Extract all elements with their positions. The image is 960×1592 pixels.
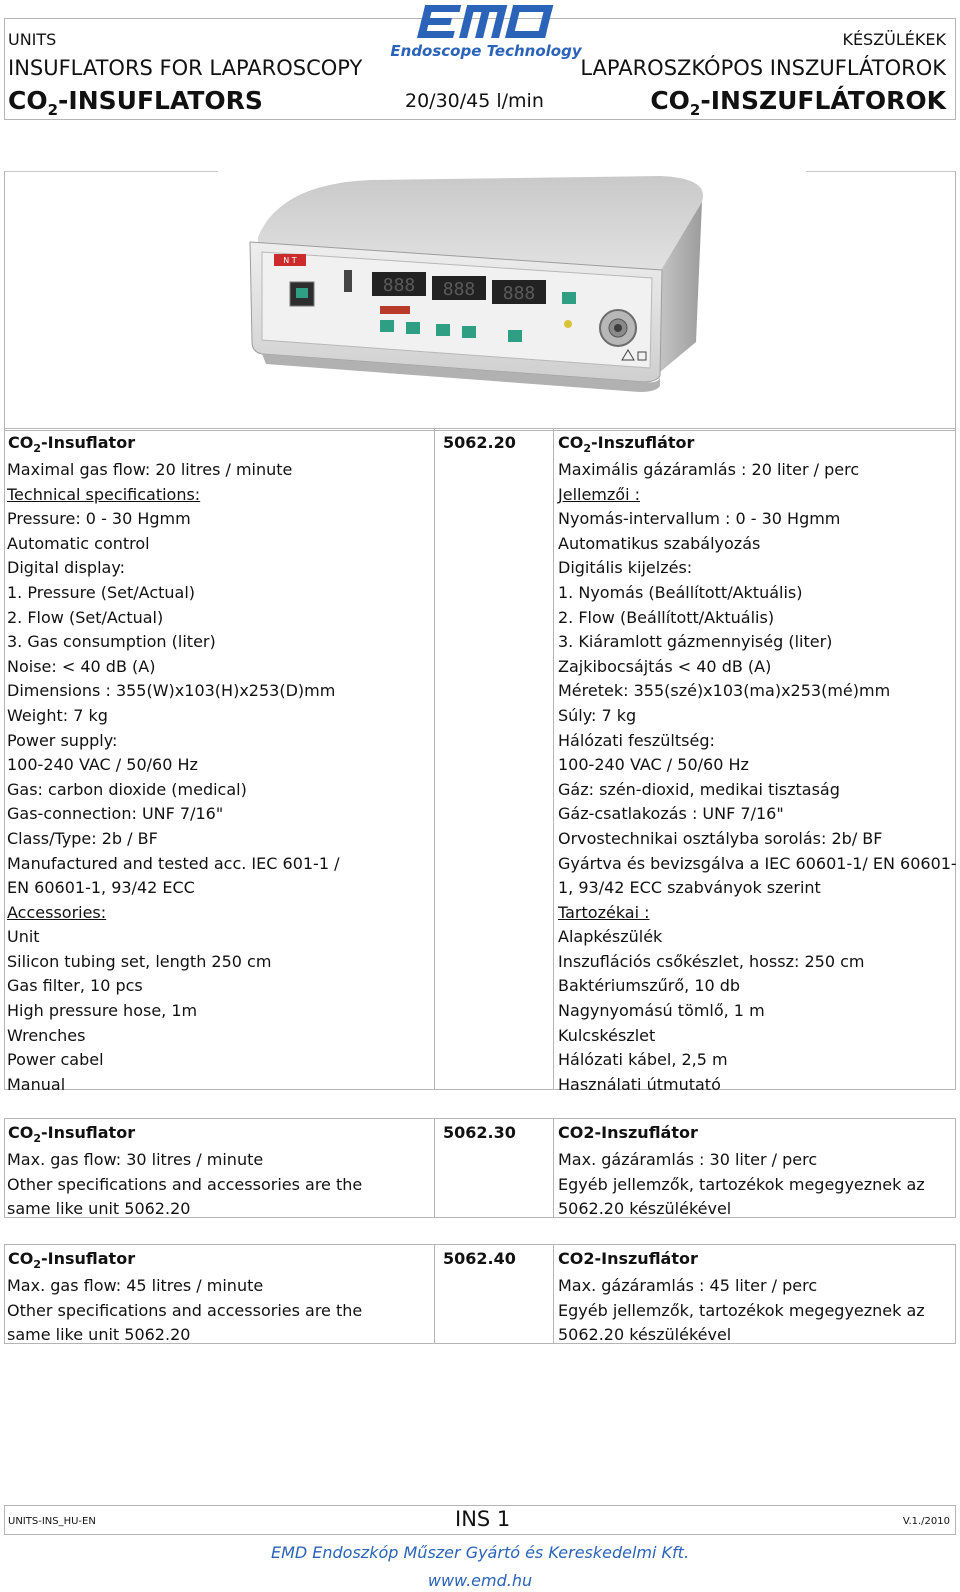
spec-line: 1. Pressure (Set/Actual) — [7, 582, 196, 602]
accessory-item: Unit — [7, 927, 40, 947]
accessory-item: Power cabel — [7, 1050, 104, 1070]
spec-line: Manufactured and tested acc. IEC 601-1 / — [7, 853, 340, 873]
footer-page-code: INS 1 — [455, 1507, 511, 1531]
spec-line: Gas: carbon dioxide (medical) — [7, 779, 247, 799]
spec-line: Gáz-csatlakozás : UNF 7/16" — [558, 804, 784, 824]
accessories-heading: Tartozékai : — [558, 902, 650, 922]
spec-line: Méretek: 355(szé)x103(ma)x253(mé)mm — [558, 681, 891, 701]
product-title-hu: CO2-Inszuflátor — [558, 1249, 698, 1268]
specs-hu-list — [558, 1148, 925, 1222]
accessory-item: Nagynyomású tömlő, 1 m — [558, 1001, 765, 1021]
accessory-item: Gas filter, 10 pcs — [7, 976, 143, 996]
specs-en-list — [7, 1148, 362, 1222]
column-divider — [434, 1244, 435, 1344]
header-category-en: UNITS — [8, 30, 57, 49]
spec-line: Hálózati feszültség: — [558, 730, 715, 750]
spec-line: Nyomás-intervallum : 0 - 30 Hgmm — [558, 509, 841, 529]
spec-line: 3. Kiáramlott gázmennyiség (liter) — [558, 632, 833, 652]
spec-line: Pressure: 0 - 30 Hgmm — [7, 509, 191, 529]
spec-line: Digitális kijelzés: — [558, 558, 693, 578]
accessory-item: Kulcskészlet — [558, 1025, 656, 1045]
emd-logo — [412, 2, 560, 42]
spec-line: Automatic control — [7, 533, 150, 553]
product-title-hu: $CO_2$-Inszuflátor — [558, 433, 695, 456]
specs-hu-list — [558, 1274, 925, 1348]
spec-line: Digital display: — [7, 558, 126, 578]
spec-line: Max. gázáramlás : 45 liter / perc — [558, 1276, 818, 1295]
spec-line: 5062.20 készülékével — [558, 1199, 732, 1219]
svg-text:888: 888 — [502, 283, 536, 304]
column-divider — [553, 428, 554, 1090]
specs-hu-list — [558, 458, 957, 1097]
spec-line: Max. gas flow: 45 litres / minute — [7, 1276, 264, 1295]
spec-line: Max. gas flow: 30 litres / minute — [7, 1150, 264, 1169]
specs-en-list — [7, 1274, 362, 1348]
accessories-heading: Accessories: — [7, 902, 107, 922]
accessory-item: Silicon tubing set, length 250 cm — [7, 951, 272, 971]
accessory-item: Wrenches — [7, 1025, 86, 1045]
spec-line: Egyéb jellemzők, tartozékok megegyeznek az — [558, 1174, 925, 1194]
product-code: 5062.20 — [443, 433, 516, 452]
spec-line: 2. Flow (Set/Actual) — [7, 607, 164, 627]
accessory-item: Használati útmutató — [558, 1074, 721, 1094]
product-code: 5062.40 — [443, 1249, 516, 1268]
column-divider — [434, 1118, 435, 1218]
spec-line: Maximális gázáramlás : 20 liter / perc — [558, 460, 860, 479]
spec-line: same like unit 5062.20 — [7, 1199, 191, 1219]
spec-line: Max. gázáramlás : 30 liter / perc — [558, 1150, 818, 1169]
svg-text:N T: N T — [283, 256, 297, 265]
footer-doc-id: UNITS-INS_HU-EN — [8, 1516, 96, 1527]
footer-company: EMD Endoszkóp Műszer Gyártó és Kereskedelmi Kft. — [270, 1543, 690, 1562]
header-title-en: $CO_2$-INSUFLATORS — [8, 86, 263, 119]
spec-line: Súly: 7 kg — [558, 705, 637, 725]
spec-line: same like unit 5062.20 — [7, 1325, 191, 1345]
spec-line: Power supply: — [7, 730, 118, 750]
header-subtitle-en: INSUFLATORS FOR LAPAROSCOPY — [8, 56, 363, 80]
spec-line: Other specifications and accessories are the — [7, 1300, 363, 1320]
footer-website-link[interactable]: www.emd.hu — [427, 1571, 533, 1590]
product-title-en: $CO_2$-Insuflator — [8, 1123, 136, 1146]
spec-line: 1, 93/42 ECC szabványok szerint — [558, 878, 821, 898]
accessory-item: Manual — [7, 1074, 66, 1094]
column-divider — [553, 1244, 554, 1344]
accessory-item: Hálózati kábel, 2,5 m — [558, 1050, 728, 1070]
spec-line: Gas-connection: UNF 7/16" — [7, 804, 224, 824]
spec-line: 100-240 VAC / 50/60 Hz — [7, 755, 198, 775]
spec-line: Egyéb jellemzők, tartozékok megegyeznek az — [558, 1300, 925, 1320]
accessory-item: High pressure hose, 1m — [7, 1001, 198, 1021]
accessory-item: Inszuflációs csőkészlet, hossz: 250 cm — [558, 951, 865, 971]
spec-line: 5062.20 készülékével — [558, 1325, 732, 1345]
accessory-item: Baktériumszűrő, 10 db — [558, 976, 741, 996]
column-divider — [553, 1118, 554, 1218]
spec-line: Weight: 7 kg — [7, 705, 108, 725]
spec-line: Other specifications and accessories are the — [7, 1174, 363, 1194]
spec-line: Maximal gas flow: 20 litres / minute — [7, 460, 293, 479]
spec-line: Automatikus szabályozás — [558, 533, 761, 553]
spec-line: Dimensions : 355(W)x103(H)x253(D)mm — [7, 681, 336, 701]
header-category-hu: KÉSZÜLÉKEK — [842, 30, 946, 49]
spec-heading: Technical specifications: — [7, 484, 201, 504]
insufflator-device-image — [240, 172, 720, 422]
product-code: 5062.30 — [443, 1123, 516, 1142]
accessory-item: Alapkészülék — [558, 927, 663, 947]
spec-line: 100-240 VAC / 50/60 Hz — [558, 755, 749, 775]
logo-tagline: Endoscope Technology — [390, 42, 582, 60]
spec-line: 1. Nyomás (Beállított/Aktuális) — [558, 582, 803, 602]
spec-line: Gyártva és bevizsgálva a IEC 60601-1/ EN 60601- — [558, 853, 957, 873]
column-divider — [434, 428, 435, 1090]
header-flow-range: 20/30/45 l/min — [405, 90, 544, 112]
specs-en-list — [7, 458, 339, 1097]
header-title-hu: $CO_2$-INSZUFLÁTOROK — [650, 86, 946, 119]
svg-text:888: 888 — [442, 279, 476, 300]
spec-line: 3. Gas consumption (liter) — [7, 632, 216, 652]
product-title-hu: CO2-Inszuflátor — [558, 1123, 698, 1142]
footer-version: V.1./2010 — [902, 1516, 950, 1527]
spec-line: Orvostechnikai osztályba sorolás: 2b/ BF — [558, 828, 883, 848]
product-title-en: $CO_2$-Insuflator — [8, 1249, 136, 1272]
header-subtitle-hu: LAPAROSZKÓPOS INSZUFLÁTOROK — [580, 56, 946, 80]
spec-line: Class/Type: 2b / BF — [7, 828, 158, 848]
spec-line: EN 60601-1, 93/42 ECC — [7, 878, 195, 898]
svg-text:888: 888 — [382, 275, 416, 296]
product-title-en: $CO_2$-Insuflator — [8, 433, 136, 456]
spec-line: Zajkibocsájtás < 40 dB (A) — [558, 656, 772, 676]
spec-line: 2. Flow (Beállított/Aktuális) — [558, 607, 775, 627]
spec-heading: Jellemzői : — [558, 484, 640, 504]
spec-line: Gáz: szén-dioxid, medikai tisztaság — [558, 779, 840, 799]
spec-line: Noise: < 40 dB (A) — [7, 656, 156, 676]
